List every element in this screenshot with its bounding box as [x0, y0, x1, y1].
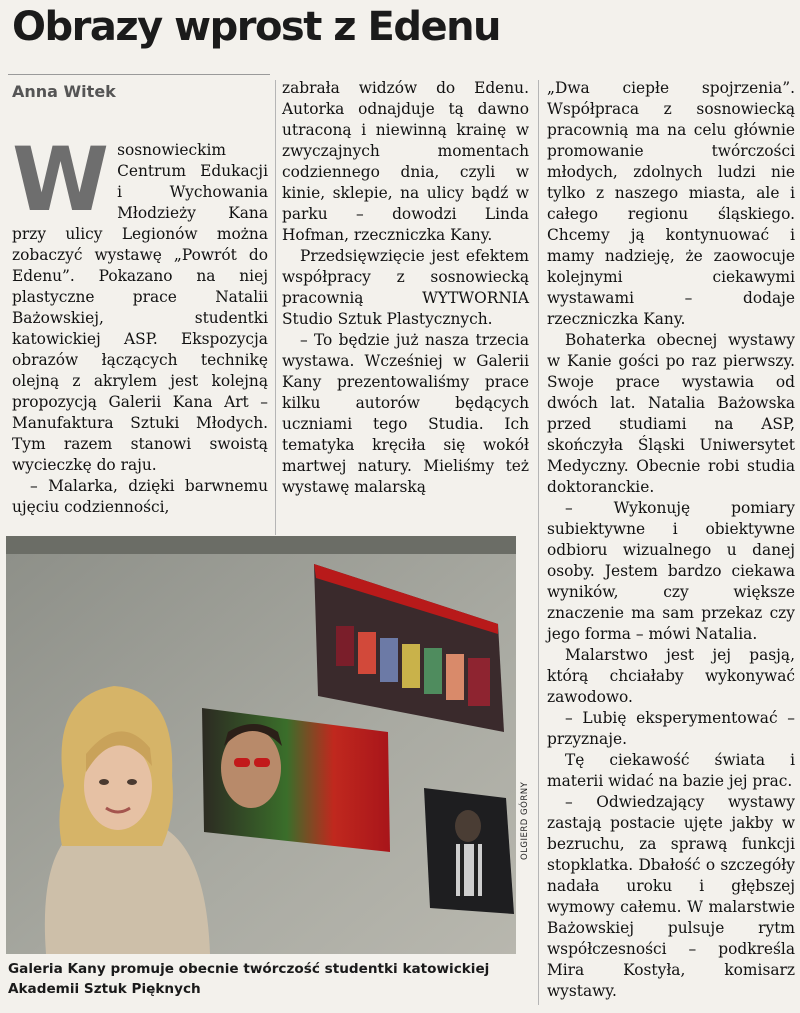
article-photo — [6, 536, 516, 954]
paragraph: – Lubię eksperymentować – przyznaje. — [547, 709, 795, 748]
paragraph: – Odwiedzający wystawy zastają postacie ujęte jakby w bezruchu, za sprawą funkcji stopklatka. Dbałość o szczegóły nadała uroku i głębszej wymowy całemu. W malarstwie Bażowskiej pulsuje rytm współczesności – podkreśla Mira Kostyła, komisarz wystawy. — [547, 793, 795, 1000]
paragraph: Przedsięwzięcie jest efektem współpracy z sosnowiecką pracownią WYTWORNIA Studio Sztuk Plastycznych. — [282, 247, 529, 328]
paragraph: Malarstwo jest jej pasją, którą chciałaby wykonywać zawodowo. — [547, 646, 795, 706]
author-rule — [8, 74, 270, 75]
column-divider — [538, 80, 539, 1005]
column-divider — [275, 80, 276, 535]
paragraph: „Dwa ciepłe spojrzenia”. Współpraca z sosnowiecką pracownią ma na celu głównie promowanie twórczości młodych, zdolnych ludzi nie tylko z naszego miasta, ale i całego regionu śląskiego. Chcemy ją kontynuować i mamy nadzieję, że zaowocuje kolejnymi ciekawymi wystawami – dodaje rzeczniczka Kany. — [547, 79, 795, 328]
paragraph: Bohaterka obecnej wystawy w Kanie gości po raz pierwszy. Swoje prace wystawia od dwóch lat. Natalia Bażowska przed studiami na ASP, skończyła Śląski Uniwersytet Medyczny. Obecnie robi studia doktoranckie. — [547, 331, 795, 496]
painting-portrait — [202, 708, 390, 852]
headline: Obrazy wprost z Edenu — [12, 4, 501, 50]
article-column-2 — [282, 78, 529, 498]
byline: Anna Witek — [12, 82, 116, 101]
paragraph: – To będzie już nasza trzecia wystawa. Wcześniej w Galerii Kany prezentowaliśmy prace kilku autorów będących uczniami tego Studia. Ich tematyka kręciła się wokół martwej natury. Mieliśmy też wystawę malarską — [282, 331, 529, 496]
article-column-1 — [12, 128, 268, 518]
article-column-3 — [547, 78, 795, 1002]
gallery-photo-illustration — [6, 536, 516, 954]
photo-caption: Galeria Kany promuje obecnie twórczość studentki katowickiej Akademii Sztuk Pięknych — [8, 961, 490, 997]
paragraph: – Wykonuję pomiary subiektywne i obiektywne odbioru wizualnego u danej osoby. Jestem bardzo ciekawa wyników, czy większe znaczenie ma sam przekaz czy jego forma – mówi Natalia. — [547, 499, 795, 643]
photo-credit: OLGIERD GÓRNY — [520, 781, 530, 860]
drop-cap: W — [12, 128, 110, 231]
paragraph: Tę ciekawość świata i materii widać na bazie jej prac. — [547, 751, 795, 790]
paragraph: zabrała widzów do Edenu. Autorka odnajduje tą dawno utraconą i niewinną krainę w zwyczajnych momentach codziennego dnia, czyli w kinie, sklepie, na ulicy bądź w parku – dowodzi Linda Hofman, rzeczniczka Kany. — [282, 79, 529, 244]
painting-dark-figure — [424, 788, 514, 914]
paragraph: – Malarka, dzięki barwnemu ujęciu codzienności, — [12, 477, 268, 516]
paragraph: sosnowieckim Centrum Edukacji i Wychowania Młodzieży Kana przy ulicy Legionów można zobaczyć wystawę „Powrót do Edenu”. Pokazano na niej plastyczne prace Natalii Bażowskiej, studentki katowickiej ASP. Ekspozycja obrazów łączących technikę olejną z akrylem jest kolejną propozycją Galerii Kana Art – Manufaktura Sztuki Młodych. Tym razem stanowi swoistą wycieczkę do raju. — [12, 141, 268, 474]
